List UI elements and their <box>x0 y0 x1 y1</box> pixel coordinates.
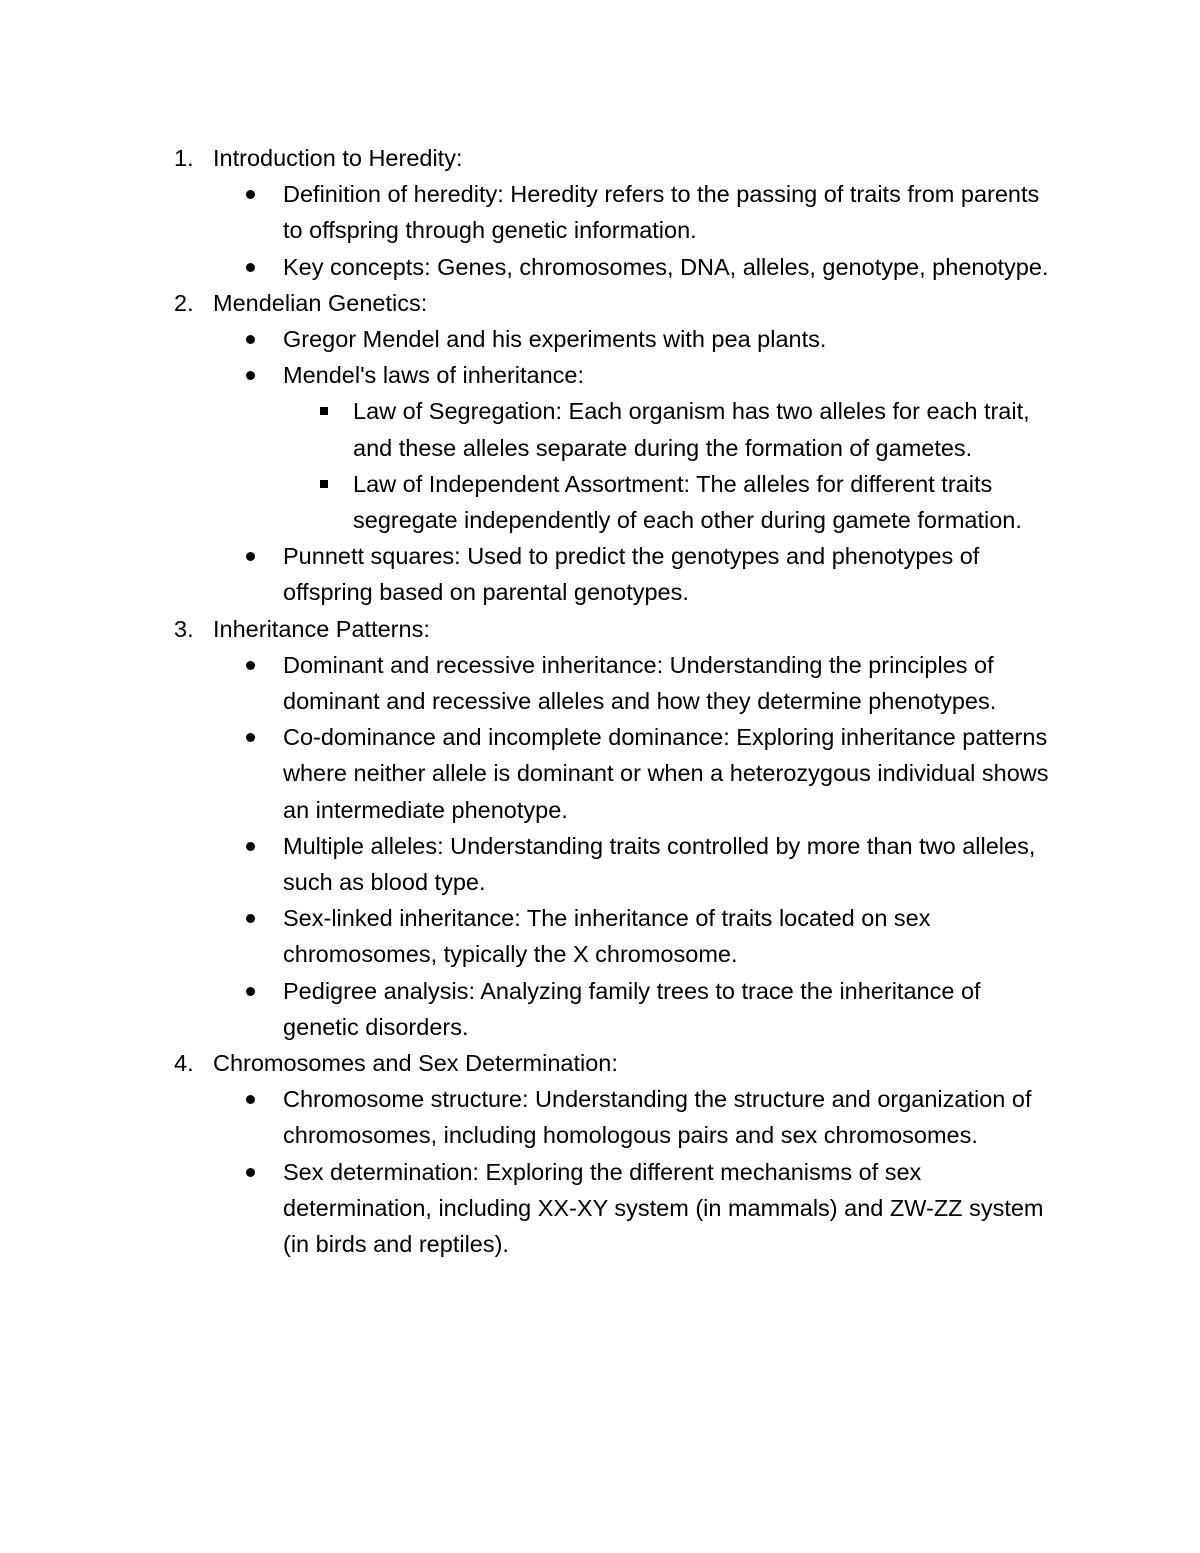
bullet-square-icon <box>320 480 328 488</box>
sub-bullet-item <box>0 393 1200 465</box>
section-title: Introduction to Heredity: <box>213 145 463 171</box>
bullet-item <box>0 828 1200 900</box>
section-number: 4. <box>174 1050 194 1077</box>
bullet-text: Gregor Mendel and his experiments with pea plants. <box>283 326 827 353</box>
bullet-dot-icon <box>246 263 255 272</box>
section-heading <box>0 140 1200 176</box>
section-number: 3. <box>174 615 194 642</box>
bullet-dot-icon <box>246 190 255 199</box>
bullet-text: Key concepts: Genes, chromosomes, DNA, alleles, genotype, phenotype. <box>283 253 1049 280</box>
bullet-item <box>0 538 1200 610</box>
bullet-item <box>0 249 1200 285</box>
section-heading <box>0 1045 1200 1081</box>
bullet-text: Chromosome structure: Understanding the structure and organization of chromosomes, including homologous pairs and sex chromosomes. <box>283 1086 1032 1149</box>
bullet-dot-icon <box>246 1168 255 1177</box>
bullet-item <box>0 900 1200 972</box>
bullet-item <box>0 357 1200 393</box>
section-title: Inheritance Patterns: <box>213 615 430 642</box>
bullet-text: Punnett squares: Used to predict the genotypes and phenotypes of offspring based on parental genotypes. <box>283 543 980 606</box>
bullet-dot-icon <box>246 661 255 670</box>
bullet-item <box>0 973 1200 1045</box>
sub-bullet-text: Law of Segregation: Each organism has two alleles for each trait, and these alleles separate during the formation of gametes. <box>353 398 1030 461</box>
bullet-dot-icon <box>246 371 255 380</box>
bullet-item <box>0 1081 1200 1153</box>
bullet-item <box>0 1154 1200 1263</box>
bullet-item <box>0 321 1200 357</box>
bullet-text: Sex determination: Exploring the different mechanisms of sex determination, including XX-XY system (in mammals) and ZW-ZZ system (in birds and reptiles). <box>283 1158 1044 1258</box>
bullet-dot-icon <box>246 987 255 996</box>
bullet-dot-icon <box>246 335 255 344</box>
bullet-text: Pedigree analysis: Analyzing family trees to trace the inheritance of genetic disorders. <box>283 977 981 1040</box>
bullet-item <box>0 176 1200 248</box>
sub-bullet-text: Law of Independent Assortment: The alleles for different traits segregate independently of each other during gamete formation. <box>353 470 1022 534</box>
bullet-square-icon <box>320 407 328 415</box>
bullet-text: Dominant and recessive inheritance: Understanding the principles of dominant and recessive alleles and how they determine phenotypes. <box>283 651 997 715</box>
bullet-dot-icon <box>246 552 255 561</box>
bullet-dot-icon <box>246 914 255 923</box>
bullet-text: Mendel's laws of inheritance: <box>283 362 585 389</box>
section-number: 1. <box>174 145 194 171</box>
bullet-text: Definition of heredity: Heredity refers to the passing of traits from parents to offspring through genetic information. <box>283 181 1040 244</box>
bullet-dot-icon <box>246 842 255 851</box>
section-heading <box>0 611 1200 647</box>
bullet-text: Sex-linked inheritance: The inheritance of traits located on sex chromosomes, typically the X chromosome. <box>283 905 931 968</box>
outline-list <box>0 140 1200 1262</box>
section-heading <box>0 285 1200 321</box>
bullet-dot-icon <box>246 733 255 742</box>
section-number: 2. <box>174 289 194 316</box>
sub-bullet-item <box>0 466 1200 538</box>
bullet-text: Multiple alleles: Understanding traits controlled by more than two alleles, such as blood type. <box>283 832 1036 896</box>
bullet-dot-icon <box>246 1095 255 1104</box>
section-title: Mendelian Genetics: <box>213 289 428 316</box>
bullet-item <box>0 719 1200 828</box>
bullet-text: Co-dominance and incomplete dominance: Exploring inheritance patterns where neither allele is dominant or when a heterozygous individual shows an intermediate phenotype. <box>283 724 1049 823</box>
section-title: Chromosomes and Sex Determination: <box>213 1050 618 1077</box>
bullet-item <box>0 647 1200 719</box>
